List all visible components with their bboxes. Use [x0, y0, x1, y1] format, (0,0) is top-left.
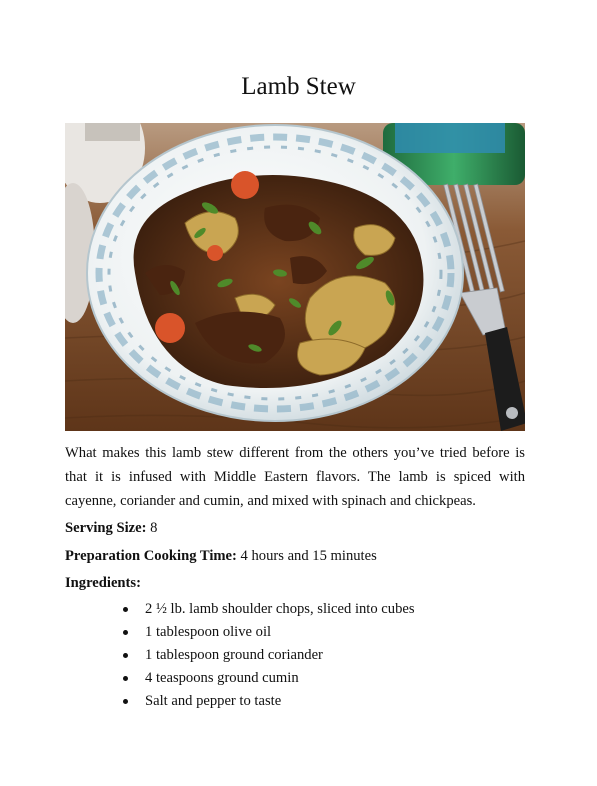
bullet-icon	[123, 676, 128, 681]
bullet-icon	[123, 653, 128, 658]
ingredients-heading	[65, 573, 141, 593]
ingredients-list	[121, 598, 415, 713]
ingredient-text: 1 tablespoon ground coriander	[145, 647, 323, 663]
recipe-intro: What makes this lamb stew different from the others you’ve tried before is that it is infused with Middle Eastern flavors. The lamb is spiced with cayenne, coriander and cumin, and mixed with spinach and chickpeas.	[65, 445, 525, 509]
page-title: Lamb Stew	[241, 73, 356, 100]
list-item	[121, 690, 415, 713]
ingredient-text: 1 tablespoon olive oil	[145, 624, 272, 640]
ingredient-text: 4 teaspoons ground cumin	[145, 670, 299, 686]
ingredient-text: Salt and pepper to taste	[145, 693, 282, 709]
lamb-stew-photo	[65, 123, 525, 431]
ingredient-text: 2 ½ lb. lamb shoulder chops, sliced into cubes	[145, 601, 415, 617]
bullet-icon	[123, 607, 128, 612]
bullet-icon	[123, 699, 128, 704]
prep-time	[65, 546, 377, 566]
serving-size-value: 8	[150, 520, 158, 536]
list-item	[121, 598, 415, 621]
bullet-icon	[123, 630, 128, 635]
ingredients-label: Ingredients:	[65, 575, 141, 591]
prep-time-label: Preparation Cooking Time:	[65, 548, 237, 564]
list-item	[121, 644, 415, 667]
serving-size-label: Serving Size:	[65, 520, 147, 536]
serving-size	[65, 518, 157, 538]
list-item	[121, 621, 415, 644]
list-item	[121, 667, 415, 690]
prep-time-value: 4 hours and 15 minutes	[240, 548, 377, 564]
